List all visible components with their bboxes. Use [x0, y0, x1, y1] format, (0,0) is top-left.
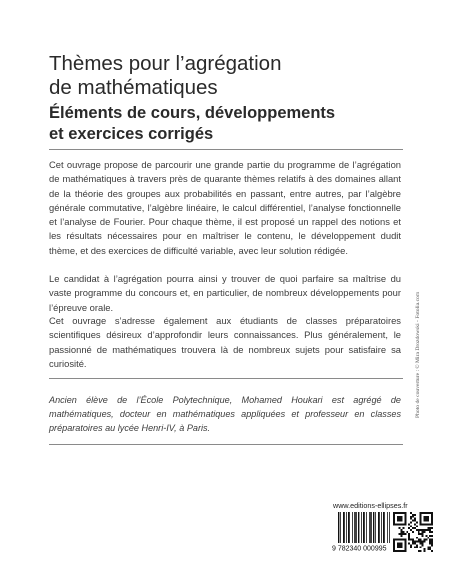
description-paragraph-1: Cet ouvrage propose de parcourir une grande partie du programme de l’agrégation de mathématiques à travers près de quarante thèmes relatifs à des domaines allant de la théorie des groupes aux probabilités en passant, entre autres, par l’algèbre générale commutative, l’algèbre linéaire, le calcul différentiel, l’analyse fonctionnelle et l’analyse de Fourier. Pour chaque thème, il est proposé un rappel des notions et les résultats nécessaires pour en maîtriser le contenu, le développement dudit thème, et des exercices de difficulté variable, avec leur solution rédigée.	[49, 159, 401, 256]
isbn-barcode	[332, 512, 391, 552]
publisher-website[interactable]: www.editions-ellipses.fr	[333, 501, 408, 510]
description-paragraph-3: Cet ouvrage s’adresse également aux étudiants de classes préparatoires scientifiques désireux d’approfondir leurs connaissances. Plus généralement, le passionné de mathématiques trouvera là de nombreux sujets pour satisfaire sa curiosité.	[49, 315, 401, 369]
top-divider	[49, 149, 403, 150]
book-subtitle-line-2: et exercices corrigés	[49, 125, 214, 143]
middle-divider	[49, 378, 403, 379]
description-paragraph-2: Le candidat à l’agrégation pourra ainsi y trouver de quoi parfaire sa maîtrise du vaste programme du concours et, en particulier, de nombreux développements pour l’épreuve orale.	[49, 273, 401, 313]
qr-code-modules	[393, 512, 433, 552]
barcode-bars	[338, 512, 390, 545]
book-title-line-2: de mathématiques	[49, 76, 218, 99]
book-subtitle-line-1: Éléments de cours, développements	[49, 104, 336, 122]
author-biography: Ancien élève de l’École Polytechnique, Mohamed Houkari est agrégé de mathématiques, docteur en mathématiques appliquées et professeur en classes préparatoires au lycée Henri-IV, à Paris.	[49, 395, 401, 433]
isbn-number: 9 782340 000995	[332, 545, 387, 552]
bottom-divider	[49, 444, 403, 445]
book-subtitle	[49, 103, 409, 145]
cover-photo-credit: Photo de couverture : © Mira Drozdowski - Fotolia.com	[415, 291, 421, 418]
book-title	[49, 52, 389, 100]
book-title-line-1: Thèmes pour l’agrégation	[49, 52, 282, 75]
qr-code	[393, 512, 433, 552]
